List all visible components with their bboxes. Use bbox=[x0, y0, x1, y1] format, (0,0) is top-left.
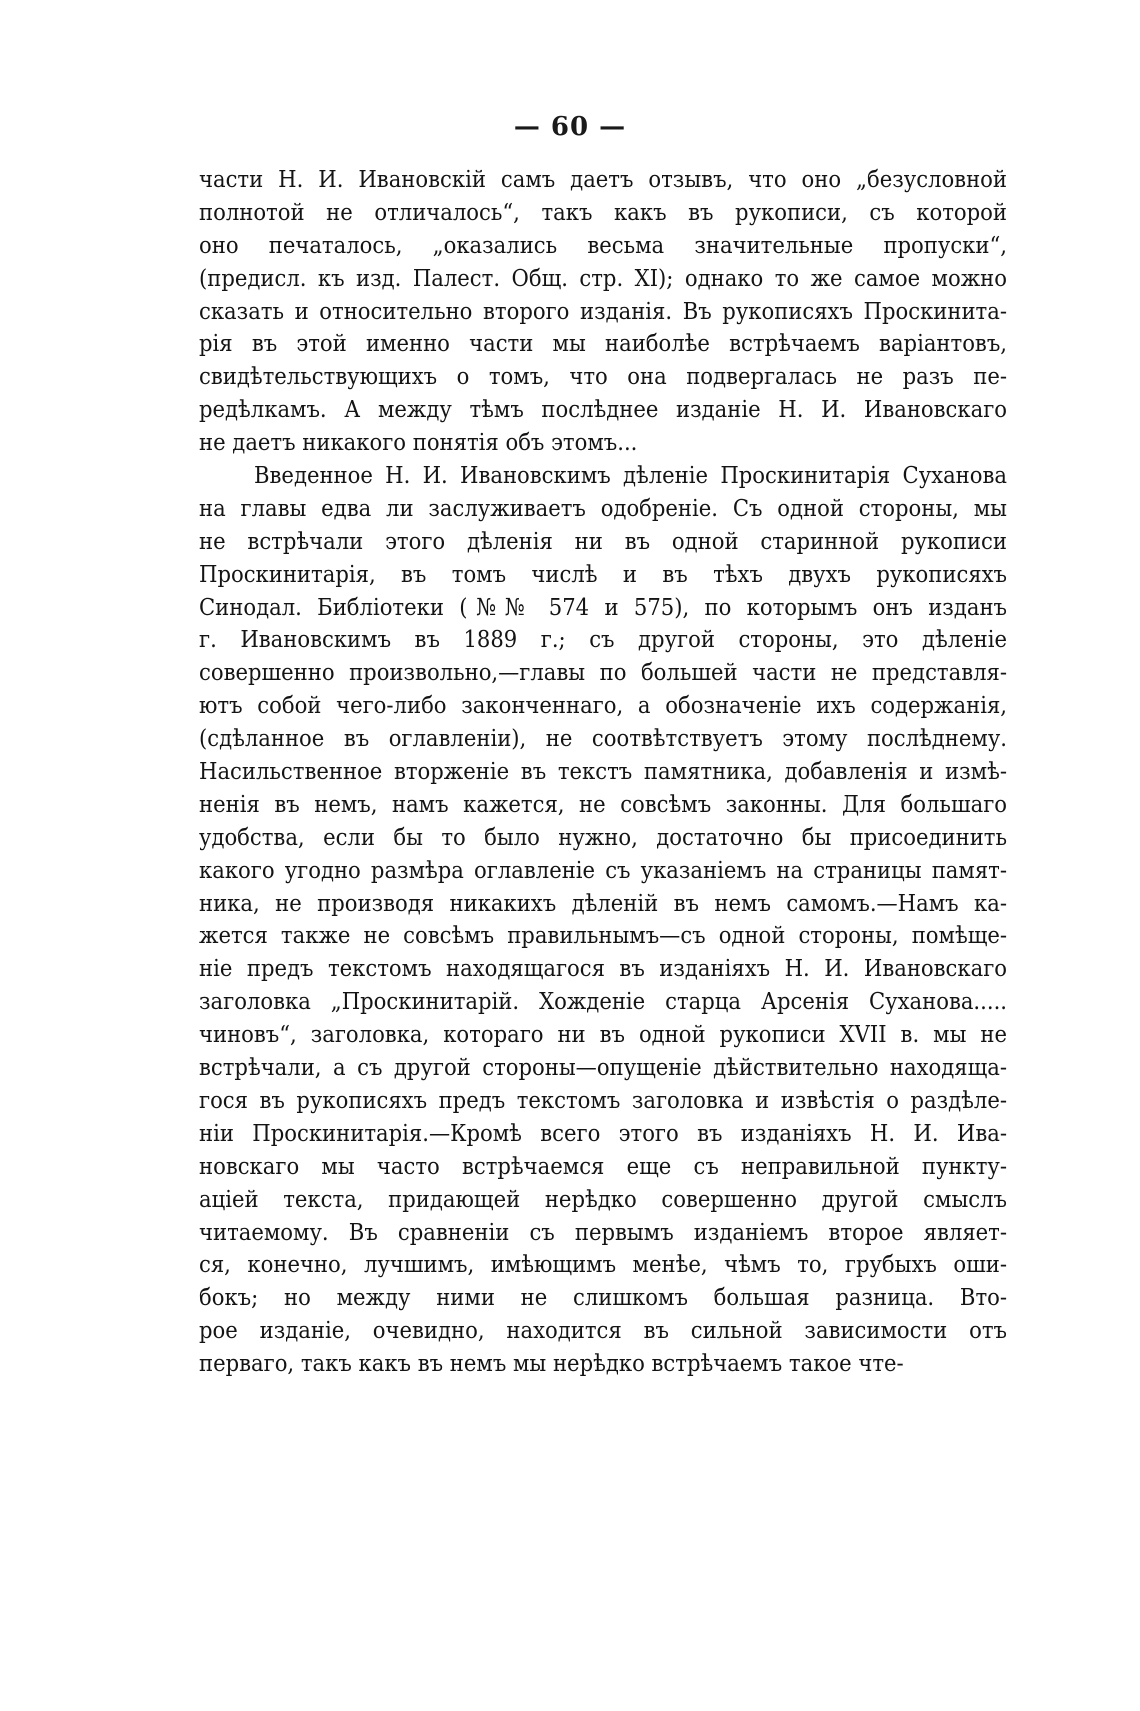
text-line: читаемому. Въ сравненіи съ первымъ изданіемъ второе являет- bbox=[199, 1217, 1007, 1246]
text-line: ся, конечно, лучшимъ, имѣющимъ менѣе, чѣмъ то, грубыхъ оши- bbox=[199, 1250, 1007, 1279]
text-line: на главы едва ли заслуживаетъ одобреніе. Съ одной стороны, мы bbox=[199, 493, 1007, 522]
text-line: ненія въ немъ, намъ кажется, не совсѣмъ законны. Для большаго bbox=[199, 789, 1007, 818]
text-line: сказать и относительно второго изданія. Въ рукописяхъ Проскинита- bbox=[199, 296, 1007, 325]
text-line: полнотой не отличалось“, такъ какъ въ рукописи, съ которой bbox=[199, 197, 1007, 226]
text-line: перваго, такъ какъ въ немъ мы нерѣдко встрѣчаемъ такое чте- bbox=[199, 1349, 904, 1378]
text-line: части Н. И. Ивановскій самъ даетъ отзывъ, что оно „безусловной bbox=[199, 165, 1007, 193]
text-line: заголовка „Проскинитарій. Хожденіе старца Арсенія Суханова..... bbox=[199, 987, 1007, 1016]
text-line: встрѣчали, а съ другой стороны—опущеніе дѣйствительно находяща- bbox=[199, 1053, 1007, 1082]
text-line: какого угодно размѣра оглавленіе съ указаніемъ на страницы памят- bbox=[199, 855, 1007, 884]
text-line: совершенно произвольно,—главы по большей части не представля- bbox=[199, 658, 1007, 687]
paragraph bbox=[199, 163, 1007, 459]
text-line: ніе предъ текстомъ находящагося въ изданіяхъ Н. И. Ивановскаго bbox=[199, 954, 1007, 983]
text-line: рое изданіе, очевидно, находится въ сильной зависимости отъ bbox=[199, 1316, 1007, 1345]
page-number: — 60 — bbox=[513, 112, 627, 142]
text-line: ютъ собой чего-либо законченнаго, а обозначеніе ихъ содержанія, bbox=[199, 691, 1007, 720]
text-line: удобства, если бы то было нужно, достаточно бы присоединить bbox=[199, 822, 1007, 851]
text-line: оно печаталось, „оказались весьма значительные пропуски“, bbox=[199, 230, 1007, 259]
text-line: Синодал. Библіотеки (№№ 574 и 575), по которымъ онъ изданъ bbox=[199, 592, 1007, 621]
text-line: ніи Проскинитарія.—Кромѣ всего этого въ изданіяхъ Н. И. Ива- bbox=[199, 1118, 1007, 1147]
text-line: жется также не совсѣмъ правильнымъ—съ одной стороны, помѣще- bbox=[199, 921, 1007, 950]
text-line: свидѣтельствующихъ о томъ, что она подвергалась не разъ пе- bbox=[199, 362, 1007, 391]
text-line: гося въ рукописяхъ предъ текстомъ заголовка и извѣстія о раздѣле- bbox=[199, 1085, 1007, 1114]
text-line: г. Ивановскимъ въ 1889 г.; съ другой стороны, это дѣленіе bbox=[199, 625, 1007, 654]
text-line: чиновъ“, заголовка, котораго ни въ одной рукописи XVII в. мы не bbox=[199, 1020, 1007, 1049]
text-line: Проскинитарія, въ томъ числѣ и въ тѣхъ двухъ рукописяхъ bbox=[199, 559, 1007, 588]
text-line: не даетъ никакого понятія объ этомъ... bbox=[199, 428, 638, 457]
text-line: (предисл. къ изд. Палест. Общ. стр. XI); однако то же самое можно bbox=[199, 263, 1007, 292]
text-line: (сдѣланное въ оглавленіи), не соотвѣтствуетъ этому послѣднему. bbox=[199, 724, 1007, 753]
text-line: ника, не производя никакихъ дѣленій въ немъ самомъ.—Намъ ка- bbox=[199, 888, 1007, 917]
text-line: новскаго мы часто встрѣчаемся еще съ неправильной пункту- bbox=[199, 1151, 1007, 1180]
text-line: Насильственное вторженіе въ текстъ памятника, добавленія и измѣ- bbox=[199, 757, 1007, 786]
text-line: рія въ этой именно части мы наиболѣе встрѣчаемъ варіантовъ, bbox=[199, 329, 1007, 358]
text-line: Введенное Н. И. Ивановскимъ дѣленіе Проскинитарія Суханова bbox=[254, 461, 1007, 490]
paragraph bbox=[199, 459, 1007, 1380]
text-body bbox=[199, 163, 1007, 1380]
text-line: аціей текста, придающей нерѣдко совершенно другой смыслъ bbox=[199, 1184, 1007, 1213]
text-line: редѣлкамъ. А между тѣмъ послѣднее изданіе Н. И. Ивановскаго bbox=[199, 395, 1007, 424]
text-line: бокъ; но между ними не слишкомъ большая разница. Вто- bbox=[199, 1283, 1007, 1312]
text-line: не встрѣчали этого дѣленія ни въ одной старинной рукописи bbox=[199, 526, 1007, 555]
